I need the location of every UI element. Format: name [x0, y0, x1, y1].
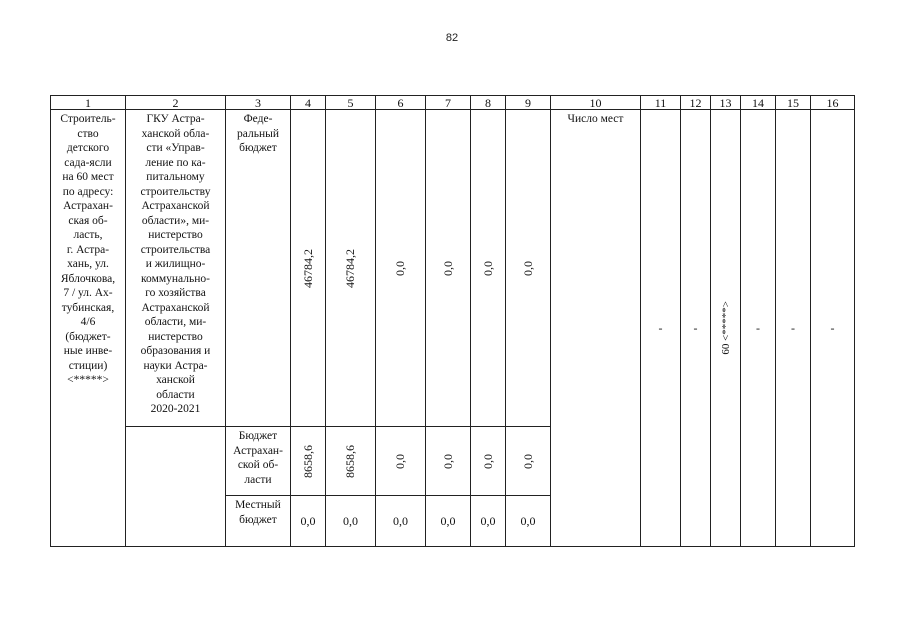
column-header-9: 9	[505, 95, 551, 110]
column-header-13: 13	[710, 95, 741, 110]
column-header-2: 2	[125, 95, 226, 110]
col11-value: -	[658, 320, 663, 335]
value-regional-col5: 8658,6	[343, 444, 357, 478]
source-cell-federal: Феде- ральный бюджет	[225, 109, 291, 427]
col12-cell	[680, 109, 711, 547]
col15-value: -	[791, 320, 795, 335]
value-regional-col4: 8658,6	[300, 444, 315, 478]
value-cell-local-col7	[425, 495, 471, 547]
col13-value: 60 <*****>	[719, 301, 732, 355]
value-regional-col8: 0,0	[480, 453, 495, 469]
value-cell-local-col4	[290, 495, 326, 547]
value-local-col5: 0,0	[343, 513, 358, 528]
col14-value: -	[756, 320, 760, 335]
indicator-label: Число мест	[567, 113, 624, 125]
value-local-col7: 0,0	[440, 513, 456, 528]
value-cell-regional-col5	[325, 426, 376, 496]
value-local-col9: 0,0	[520, 513, 536, 528]
column-header-8: 8	[470, 95, 506, 110]
column-header-15: 15	[775, 95, 811, 110]
value-federal-col4: 46784,2	[300, 248, 315, 288]
object-description: Строитель- ство детского сада-ясли на 60 мест по адресу: Астрахан- ская об- ласть, г. Астра- хань, ул. Яблочкова, 7 / ул. Ах- тубинская, 4/6 (бюджет- ные инве- стиции) <*****>	[60, 113, 116, 386]
column-header-3: 3	[225, 95, 291, 110]
value-federal-col5: 46784,2	[343, 248, 357, 288]
value-regional-col6: 0,0	[393, 453, 407, 469]
value-local-col8: 0,0	[480, 513, 496, 528]
value-cell-local-col6	[375, 495, 426, 547]
column-header-14: 14	[740, 95, 776, 110]
column-header-7: 7	[425, 95, 471, 110]
executor-description: ГКУ Астра- ханской обла- сти «Управ- ление по ка- питальному строительству Астраханской области», ми- нистерство строительства и жилищно- коммунально- го хозяйства Астраханской области, ми- нистерство образования и науки Астра- ханской области 2020-2021	[140, 113, 211, 415]
column-header-10: 10	[550, 95, 641, 110]
executor-cell	[125, 109, 226, 427]
value-federal-col8: 0,0	[480, 260, 495, 276]
value-cell-federal-col8	[470, 109, 506, 427]
value-cell-federal-col6	[375, 109, 426, 427]
col13-cell	[710, 109, 741, 547]
value-cell-regional-col4	[290, 426, 326, 496]
value-cell-federal-col4	[290, 109, 326, 427]
source-cell-regional: Бюджет Астрахан- ской об- ласти	[225, 426, 291, 496]
col16-cell	[810, 109, 855, 547]
col16-value: -	[830, 320, 835, 335]
value-local-col4: 0,0	[300, 513, 316, 528]
value-cell-federal-col5	[325, 109, 376, 427]
value-federal-col9: 0,0	[520, 260, 535, 276]
col14-cell	[740, 109, 776, 547]
value-cell-regional-col6	[375, 426, 426, 496]
column-header-5: 5	[325, 95, 376, 110]
column-header-4: 4	[290, 95, 326, 110]
value-local-col6: 0,0	[393, 513, 408, 528]
value-regional-col7: 0,0	[440, 453, 455, 469]
executor-cell-empty	[125, 426, 226, 547]
value-cell-local-col5	[325, 495, 376, 547]
value-cell-local-col9	[505, 495, 551, 547]
value-cell-regional-col9	[505, 426, 551, 496]
value-cell-federal-col7	[425, 109, 471, 427]
col15-cell	[775, 109, 811, 547]
source-cell-local: Местный бюджет	[225, 495, 291, 547]
value-cell-regional-col7	[425, 426, 471, 496]
col11-cell	[640, 109, 681, 547]
value-cell-local-col8	[470, 495, 506, 547]
column-header-11: 11	[640, 95, 681, 110]
column-header-6: 6	[375, 95, 426, 110]
column-header-1: 1	[50, 95, 126, 110]
value-federal-col6: 0,0	[393, 260, 407, 276]
column-header-12: 12	[680, 95, 711, 110]
value-federal-col7: 0,0	[440, 260, 455, 276]
column-header-16: 16	[810, 95, 855, 110]
value-cell-federal-col9	[505, 109, 551, 427]
object-cell	[50, 109, 126, 547]
col12-value: -	[693, 320, 698, 335]
page-number: 82	[445, 32, 459, 44]
budget-table	[50, 95, 855, 547]
value-regional-col9: 0,0	[520, 453, 535, 469]
indicator-cell	[550, 109, 641, 547]
value-cell-regional-col8	[470, 426, 506, 496]
